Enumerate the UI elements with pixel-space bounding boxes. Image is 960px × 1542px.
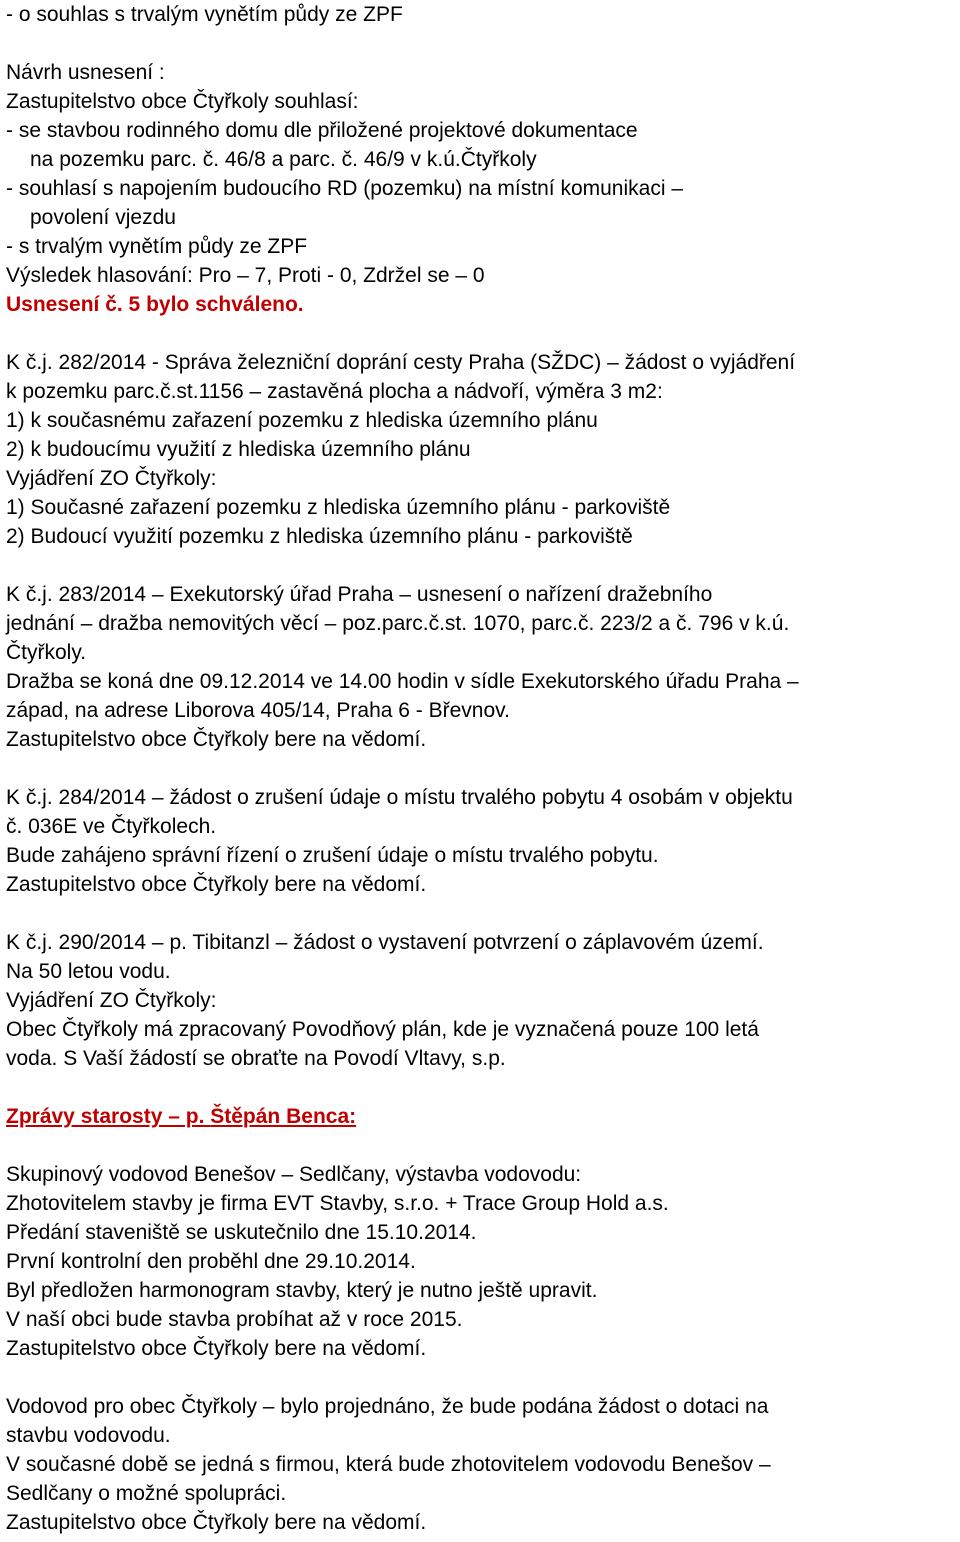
spacer: [6, 1131, 960, 1160]
text-line: povolení vjezdu: [30, 206, 176, 229]
draft-resolution-heading: Návrh usnesení :: [6, 61, 165, 84]
text-line: voda. S Vaší žádostí se obraťte na Povodí Vltavy, s.p.: [6, 1047, 506, 1070]
text-line: č. 036E ve Čtyřkolech.: [6, 815, 217, 838]
spacer: [6, 319, 960, 348]
text-line: Zastupitelstvo obce Čtyřkoly bere na vědomí.: [6, 873, 427, 896]
text-line: - souhlasí s napojením budoucího RD (pozemku) na místní komunikaci –: [6, 177, 683, 200]
text-line: K č.j. 282/2014 - Správa železniční doprání cesty Praha (SŽDC) – žádost o vyjádření: [6, 351, 796, 374]
text-line: Na 50 letou vodu.: [6, 960, 171, 983]
text-line: 1) Současné zařazení pozemku z hlediska územního plánu - parkoviště: [6, 496, 671, 519]
text-fragment: na pozemku parc. č. 46/8 a parc. č. 46/9 v k.ú.: [30, 148, 461, 171]
text-line: K č.j. 284/2014 – žádost o zrušení údaje o místu trvalého pobytu 4 osobám v objektu: [6, 786, 793, 809]
text-line: K č.j. 290/2014 – p. Tibitanzl – žádost o vystavení potvrzení o záplavovém území.: [6, 931, 764, 954]
section-cj-283: [6, 580, 960, 754]
text-line: Zastupitelstvo obce Čtyřkoly bere na vědomí.: [6, 1337, 427, 1360]
text-line: Skupinový vodovod Benešov – Sedlčany, výstavba vodovodu:: [6, 1163, 582, 1186]
text-line: V naší obci bude stavba probíhat až v roce 2015.: [6, 1308, 463, 1331]
section-village-water: [6, 1392, 960, 1537]
vote-result: Výsledek hlasování: Pro – 7, Proti - 0, Zdržel se – 0: [6, 264, 485, 287]
text-line: Byl předložen harmonogram stavby, který je nutno ještě upravit.: [6, 1279, 598, 1302]
text-line: První kontrolní den proběhl dne 29.10.2014.: [6, 1250, 416, 1273]
text-line: Dražba se koná dne 09.12.2014 ve 14.00 hodin v sídle Exekutorského úřadu Praha –: [6, 670, 799, 693]
text-line: jednání – dražba nemovitých věcí – poz.parc.č.st. 1070, parc.č. 223/2 a č. 796 v k.ú.: [6, 612, 790, 635]
text-fragment: Čtyřkoly: [460, 148, 537, 171]
text-line: V současné době se jedná s firmou, která bude zhotovitelem vodovodu Benešov –: [6, 1453, 771, 1476]
spacer: [6, 551, 960, 580]
spacer: [6, 1363, 960, 1392]
spacer: [6, 29, 960, 58]
resolution-approved: Usnesení č. 5 bylo schváleno.: [6, 293, 304, 316]
spacer: [6, 1073, 960, 1102]
text-line: Vodovod pro obec Čtyřkoly – bylo projednáno, že bude podána žádost o dotaci na: [6, 1395, 769, 1418]
text-line: K č.j. 283/2014 – Exekutorský úřad Praha – usnesení o nařízení dražebního: [6, 583, 713, 606]
spacer: [6, 899, 960, 928]
text-line: 2) Budoucí využití pozemku z hlediska územního plánu - parkoviště: [6, 525, 633, 548]
text-line: - o souhlas s trvalým vynětím půdy ze ZPF: [6, 3, 403, 26]
section-cj-284: [6, 783, 960, 899]
text-line: [6, 145, 960, 174]
text-line: 1) k současnému zařazení pozemku z hlediska územního plánu: [6, 409, 598, 432]
text-line: Zastupitelstvo obce Čtyřkoly souhlasí:: [6, 90, 359, 113]
text-line: - se stavbou rodinného domu dle přiložené projektové dokumentace: [6, 119, 638, 142]
section-resolution-5: [6, 0, 960, 319]
text-line: západ, na adrese Liborova 405/14, Praha 6 - Břevnov.: [6, 699, 510, 722]
text-line: Vyjádření ZO Čtyřkoly:: [6, 467, 217, 490]
text-line: 2) k budoucímu využití z hlediska územního plánu: [6, 438, 471, 461]
text-line: Čtyřkoly.: [6, 641, 87, 664]
heading-prefix: Zprávy starosty – p.: [6, 1105, 211, 1128]
text-line: stavbu vodovodu.: [6, 1424, 171, 1447]
text-line: Předání staveniště se uskutečnilo dne 15.10.2014.: [6, 1221, 477, 1244]
text-line: - s trvalým vynětím půdy ze ZPF: [6, 235, 308, 258]
text-line: Zastupitelstvo obce Čtyřkoly bere na vědomí.: [6, 728, 427, 751]
text-line: Zastupitelstvo obce Čtyřkoly bere na vědomí.: [6, 1511, 427, 1534]
text-line: k pozemku parc.č.st.1156 – zastavěná plocha a nádvoří, výměra 3 m2:: [6, 380, 663, 403]
text-line: Vyjádření ZO Čtyřkoly:: [6, 989, 217, 1012]
section-cj-282: [6, 348, 960, 551]
section-cj-290: [6, 928, 960, 1073]
spacer: [6, 754, 960, 783]
text-line: Zhotovitelem stavby je firma EVT Stavby, s.r.o. + Trace Group Hold a.s.: [6, 1192, 669, 1215]
mayor-report-heading: [6, 1102, 960, 1131]
heading-name: Štěpán Benca:: [210, 1105, 357, 1128]
text-line: Sedlčany o možné spolupráci.: [6, 1482, 287, 1505]
section-water-supply: [6, 1160, 960, 1363]
text-line: Obec Čtyřkoly má zpracovaný Povodňový plán, kde je vyznačená pouze 100 letá: [6, 1018, 759, 1041]
text-line: Bude zahájeno správní řízení o zrušení údaje o místu trvalého pobytu.: [6, 844, 659, 867]
